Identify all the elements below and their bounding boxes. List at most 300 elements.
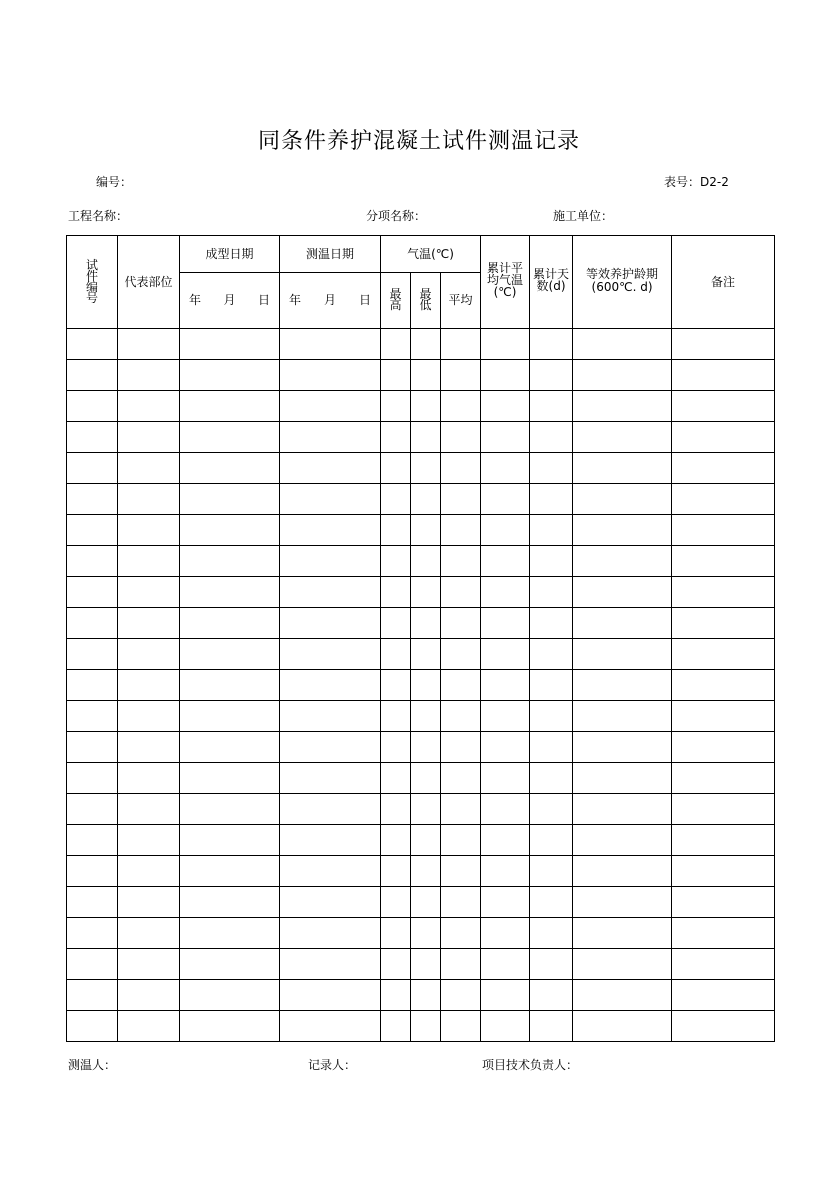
table-row [67, 1011, 775, 1042]
table-cell[interactable] [481, 360, 530, 391]
table-cell[interactable] [672, 453, 775, 484]
table-cell[interactable] [441, 329, 481, 360]
table-cell[interactable] [280, 887, 381, 918]
table-cell[interactable] [672, 515, 775, 546]
table-cell[interactable] [573, 949, 672, 980]
table-cell[interactable] [441, 515, 481, 546]
table-cell[interactable] [381, 732, 411, 763]
table-cell[interactable] [381, 639, 411, 670]
table-cell[interactable] [530, 360, 573, 391]
table-cell[interactable] [180, 329, 280, 360]
table-cell[interactable] [280, 763, 381, 794]
table-cell[interactable] [280, 856, 381, 887]
table-cell[interactable] [67, 329, 118, 360]
table-cell[interactable] [672, 701, 775, 732]
table-cell[interactable] [573, 360, 672, 391]
table-row [67, 918, 775, 949]
table-cell[interactable] [441, 732, 481, 763]
header-air-temp: 气温(℃) [381, 236, 481, 273]
table-row [67, 701, 775, 732]
table-cell[interactable] [67, 1011, 118, 1042]
table-cell[interactable] [411, 887, 441, 918]
table-cell[interactable] [441, 701, 481, 732]
table-cell[interactable] [180, 794, 280, 825]
table-cell[interactable] [573, 453, 672, 484]
table-row [67, 515, 775, 546]
table-cell[interactable] [280, 391, 381, 422]
table-cell[interactable] [530, 794, 573, 825]
header-casting-date: 成型日期 [180, 236, 280, 273]
table-cell[interactable] [573, 639, 672, 670]
table-cell[interactable] [180, 856, 280, 887]
table-cell[interactable] [381, 608, 411, 639]
table-cell[interactable] [481, 453, 530, 484]
table-row [67, 670, 775, 701]
table-cell[interactable] [411, 453, 441, 484]
table-row [67, 949, 775, 980]
table-cell[interactable] [67, 732, 118, 763]
table-cell[interactable] [573, 546, 672, 577]
year-label: 年 [189, 293, 202, 307]
temperature-record-table [66, 235, 775, 1042]
table-cell[interactable] [481, 484, 530, 515]
table-cell[interactable] [672, 391, 775, 422]
measurer-label: 测温人： [68, 1058, 117, 1072]
table-cell[interactable] [67, 763, 118, 794]
table-row [67, 329, 775, 360]
header-measure-date: 测温日期 [280, 236, 381, 273]
table-cell[interactable] [118, 794, 180, 825]
table-cell[interactable] [481, 608, 530, 639]
table-cell[interactable] [441, 918, 481, 949]
table-cell[interactable] [530, 856, 573, 887]
table-cell[interactable] [381, 391, 411, 422]
table-cell[interactable] [118, 1011, 180, 1042]
table-row [67, 484, 775, 515]
table-cell[interactable] [573, 825, 672, 856]
table-cell[interactable] [280, 794, 381, 825]
table-cell[interactable] [573, 670, 672, 701]
table-cell[interactable] [280, 453, 381, 484]
table-cell[interactable] [441, 670, 481, 701]
table-cell[interactable] [67, 980, 118, 1011]
table-cell[interactable] [280, 670, 381, 701]
table-cell[interactable] [381, 422, 411, 453]
table-cell[interactable] [530, 732, 573, 763]
table-cell[interactable] [280, 949, 381, 980]
month-label: 月 [323, 293, 336, 307]
table-cell[interactable] [672, 825, 775, 856]
table-cell[interactable] [530, 701, 573, 732]
table-cell[interactable] [672, 639, 775, 670]
header-specimen-number [67, 236, 118, 329]
technical-lead-label: 项目技术负责人： [482, 1058, 579, 1072]
table-cell[interactable] [180, 391, 280, 422]
table-cell[interactable] [180, 949, 280, 980]
table-cell[interactable] [411, 546, 441, 577]
table-cell[interactable] [672, 887, 775, 918]
table-cell[interactable] [530, 949, 573, 980]
table-cell[interactable] [118, 949, 180, 980]
table-cell[interactable] [530, 980, 573, 1011]
table-cell[interactable] [180, 763, 280, 794]
table-cell[interactable] [573, 329, 672, 360]
year-label: 年 [289, 293, 302, 307]
table-cell[interactable] [118, 608, 180, 639]
table-cell[interactable] [280, 546, 381, 577]
table-cell[interactable] [530, 763, 573, 794]
table-cell[interactable] [118, 856, 180, 887]
table-cell[interactable] [67, 453, 118, 484]
table-cell[interactable] [118, 732, 180, 763]
table-cell[interactable] [481, 639, 530, 670]
table-cell[interactable] [180, 918, 280, 949]
table-cell[interactable] [180, 422, 280, 453]
table-cell[interactable] [441, 422, 481, 453]
table-cell[interactable] [573, 1011, 672, 1042]
table-cell[interactable] [280, 608, 381, 639]
table-cell[interactable] [67, 825, 118, 856]
table-cell[interactable] [67, 918, 118, 949]
table-cell[interactable] [672, 949, 775, 980]
table-cell[interactable] [280, 639, 381, 670]
table-cell[interactable] [530, 639, 573, 670]
table-cell[interactable] [441, 949, 481, 980]
table-cell[interactable] [118, 639, 180, 670]
table-cell[interactable] [411, 794, 441, 825]
table-cell[interactable] [180, 980, 280, 1011]
table-cell[interactable] [481, 949, 530, 980]
table-cell[interactable] [672, 577, 775, 608]
table-cell[interactable] [441, 608, 481, 639]
project-name-label: 工程名称： [68, 209, 129, 223]
table-cell[interactable] [67, 639, 118, 670]
table-cell[interactable] [381, 1011, 411, 1042]
header-cumulative-avg-temp: 累计平均气温(℃) [481, 236, 530, 329]
table-cell[interactable] [441, 794, 481, 825]
table-cell[interactable] [280, 515, 381, 546]
table-cell[interactable] [180, 546, 280, 577]
table-cell[interactable] [672, 918, 775, 949]
table-cell[interactable] [530, 329, 573, 360]
table-cell[interactable] [573, 856, 672, 887]
table-cell[interactable] [530, 1011, 573, 1042]
table-cell[interactable] [672, 608, 775, 639]
table-cell[interactable] [573, 980, 672, 1011]
table-cell[interactable] [280, 1011, 381, 1042]
table-cell[interactable] [481, 856, 530, 887]
table-cell[interactable] [530, 608, 573, 639]
table-cell[interactable] [67, 670, 118, 701]
table-cell[interactable] [180, 360, 280, 391]
table-cell[interactable] [180, 453, 280, 484]
table-cell[interactable] [381, 763, 411, 794]
table-cell[interactable] [530, 484, 573, 515]
table-cell[interactable] [67, 794, 118, 825]
table-cell[interactable] [67, 546, 118, 577]
table-cell[interactable] [530, 887, 573, 918]
table-cell[interactable] [411, 391, 441, 422]
table-cell[interactable] [481, 794, 530, 825]
table-cell[interactable] [280, 918, 381, 949]
day-label: 日 [257, 293, 270, 307]
table-cell[interactable] [573, 794, 672, 825]
table-row [67, 608, 775, 639]
table-cell[interactable] [180, 670, 280, 701]
table-cell[interactable] [67, 949, 118, 980]
table-cell[interactable] [441, 825, 481, 856]
table-row [67, 577, 775, 608]
table-cell[interactable] [530, 391, 573, 422]
table-cell[interactable] [441, 577, 481, 608]
table-cell[interactable] [411, 763, 441, 794]
table-cell[interactable] [180, 515, 280, 546]
table-cell[interactable] [530, 670, 573, 701]
serial-label: 编号： [96, 175, 133, 189]
table-cell[interactable] [481, 732, 530, 763]
table-cell[interactable] [381, 484, 411, 515]
table-cell[interactable] [67, 484, 118, 515]
table-cell[interactable] [411, 980, 441, 1011]
table-cell[interactable] [118, 329, 180, 360]
table-cell[interactable] [481, 391, 530, 422]
table-cell[interactable] [672, 763, 775, 794]
table-cell[interactable] [530, 422, 573, 453]
table-cell[interactable] [118, 887, 180, 918]
table-body [67, 329, 775, 1042]
table-cell[interactable] [67, 608, 118, 639]
table-cell[interactable] [530, 577, 573, 608]
table-cell[interactable] [411, 825, 441, 856]
table-cell[interactable] [180, 887, 280, 918]
table-cell[interactable] [573, 577, 672, 608]
table-cell[interactable] [672, 856, 775, 887]
table-cell[interactable] [441, 763, 481, 794]
table-cell[interactable] [672, 422, 775, 453]
sub-item-name-label: 分项名称： [366, 209, 427, 223]
table-cell[interactable] [67, 577, 118, 608]
table-cell[interactable] [280, 577, 381, 608]
table-cell[interactable] [67, 701, 118, 732]
table-cell[interactable] [441, 546, 481, 577]
table-cell[interactable] [67, 422, 118, 453]
table-row [67, 732, 775, 763]
table-cell[interactable] [118, 670, 180, 701]
table-cell[interactable] [118, 763, 180, 794]
table-cell[interactable] [180, 577, 280, 608]
page-title: 同条件养护混凝土试件测温记录 [257, 129, 580, 154]
table-cell[interactable] [381, 453, 411, 484]
table-cell[interactable] [481, 546, 530, 577]
table-cell[interactable] [381, 887, 411, 918]
table-cell[interactable] [481, 887, 530, 918]
table-cell[interactable] [381, 794, 411, 825]
table-cell[interactable] [481, 670, 530, 701]
table-cell[interactable] [67, 391, 118, 422]
table-cell[interactable] [530, 546, 573, 577]
table-cell[interactable] [411, 329, 441, 360]
header-row-1 [67, 236, 775, 273]
table-cell[interactable] [118, 453, 180, 484]
table-cell[interactable] [481, 701, 530, 732]
table-row [67, 391, 775, 422]
table-cell[interactable] [118, 515, 180, 546]
table-cell[interactable] [573, 608, 672, 639]
table-cell[interactable] [481, 515, 530, 546]
table-cell[interactable] [573, 422, 672, 453]
table-cell[interactable] [530, 453, 573, 484]
table-cell[interactable] [411, 732, 441, 763]
table-cell[interactable] [672, 732, 775, 763]
table-row [67, 794, 775, 825]
table-cell[interactable] [481, 577, 530, 608]
table-cell[interactable] [481, 918, 530, 949]
table-cell[interactable] [118, 577, 180, 608]
table-cell[interactable] [672, 360, 775, 391]
table-cell[interactable] [411, 639, 441, 670]
table-cell[interactable] [411, 515, 441, 546]
table-cell[interactable] [411, 670, 441, 701]
table-row [67, 980, 775, 1011]
table-cell[interactable] [441, 856, 481, 887]
table-cell[interactable] [441, 1011, 481, 1042]
table-row [67, 639, 775, 670]
table-cell[interactable] [180, 608, 280, 639]
table-cell[interactable] [118, 701, 180, 732]
header-min-temp: 最低 [411, 273, 441, 329]
table-cell[interactable] [280, 980, 381, 1011]
table-row [67, 763, 775, 794]
table-cell[interactable] [441, 887, 481, 918]
table-cell[interactable] [280, 360, 381, 391]
table-cell[interactable] [118, 422, 180, 453]
table-cell[interactable] [441, 484, 481, 515]
table-cell[interactable] [411, 856, 441, 887]
table-cell[interactable] [441, 639, 481, 670]
day-label: 日 [358, 293, 371, 307]
table-row [67, 825, 775, 856]
table-cell[interactable] [118, 918, 180, 949]
table-cell[interactable] [280, 329, 381, 360]
table-cell[interactable] [530, 918, 573, 949]
table-cell[interactable] [672, 484, 775, 515]
table-cell[interactable] [441, 980, 481, 1011]
table-cell[interactable] [67, 887, 118, 918]
table-cell[interactable] [381, 825, 411, 856]
table-cell[interactable] [481, 825, 530, 856]
table-cell[interactable] [672, 1011, 775, 1042]
table-cell[interactable] [381, 980, 411, 1011]
table-cell[interactable] [411, 608, 441, 639]
table-cell[interactable] [411, 360, 441, 391]
table-row [67, 422, 775, 453]
table-cell[interactable] [411, 949, 441, 980]
table-cell[interactable] [672, 980, 775, 1011]
table-row [67, 856, 775, 887]
table-cell[interactable] [118, 391, 180, 422]
table-cell[interactable] [411, 422, 441, 453]
table-cell[interactable] [118, 360, 180, 391]
table-cell[interactable] [573, 918, 672, 949]
table-cell[interactable] [573, 515, 672, 546]
table-cell[interactable] [118, 980, 180, 1011]
table-cell[interactable] [573, 701, 672, 732]
table-cell[interactable] [573, 887, 672, 918]
table-cell[interactable] [381, 701, 411, 732]
table-cell[interactable] [672, 329, 775, 360]
table-cell[interactable] [180, 701, 280, 732]
table-cell[interactable] [280, 825, 381, 856]
table-cell[interactable] [280, 422, 381, 453]
table-cell[interactable] [118, 546, 180, 577]
table-cell[interactable] [411, 577, 441, 608]
table-row [67, 887, 775, 918]
table-cell[interactable] [573, 391, 672, 422]
table-cell[interactable] [530, 825, 573, 856]
table-cell[interactable] [67, 360, 118, 391]
table-cell[interactable] [118, 484, 180, 515]
table-cell[interactable] [481, 1011, 530, 1042]
table-cell[interactable] [381, 918, 411, 949]
table-cell[interactable] [381, 856, 411, 887]
month-label: 月 [223, 293, 236, 307]
table-cell[interactable] [381, 577, 411, 608]
table-cell[interactable] [280, 701, 381, 732]
header-equivalent-age: 等效养护龄期(600℃. d) [573, 236, 672, 329]
table-cell[interactable] [381, 329, 411, 360]
table-cell[interactable] [67, 856, 118, 887]
table-cell[interactable] [411, 1011, 441, 1042]
table-cell[interactable] [573, 763, 672, 794]
table-cell[interactable] [441, 360, 481, 391]
table-cell[interactable] [481, 980, 530, 1011]
table-cell[interactable] [481, 763, 530, 794]
table-cell[interactable] [411, 484, 441, 515]
table-cell[interactable] [180, 484, 280, 515]
table-cell[interactable] [573, 484, 672, 515]
table-cell[interactable] [481, 329, 530, 360]
table-cell[interactable] [280, 732, 381, 763]
table-cell[interactable] [381, 670, 411, 701]
measure-date-ymd [280, 273, 381, 329]
table-cell[interactable] [441, 391, 481, 422]
table-cell[interactable] [381, 360, 411, 391]
form-number-label: 表号：D2-2 [664, 175, 729, 189]
table-cell[interactable] [530, 515, 573, 546]
table-cell[interactable] [381, 515, 411, 546]
table-cell[interactable] [180, 825, 280, 856]
table-cell[interactable] [180, 639, 280, 670]
table-cell[interactable] [280, 484, 381, 515]
table-cell[interactable] [481, 422, 530, 453]
table-cell[interactable] [672, 546, 775, 577]
table-cell[interactable] [67, 515, 118, 546]
table-cell[interactable] [672, 670, 775, 701]
table-cell[interactable] [573, 732, 672, 763]
table-cell[interactable] [381, 949, 411, 980]
table-cell[interactable] [672, 794, 775, 825]
table-cell[interactable] [381, 546, 411, 577]
table-cell[interactable] [411, 701, 441, 732]
header-avg-temp: 平均 [441, 273, 481, 329]
table-cell[interactable] [411, 918, 441, 949]
table-cell[interactable] [118, 825, 180, 856]
table-cell[interactable] [180, 732, 280, 763]
recorder-label: 记录人： [308, 1058, 357, 1072]
header-remarks: 备注 [672, 236, 775, 329]
table-cell[interactable] [441, 453, 481, 484]
table-cell[interactable] [180, 1011, 280, 1042]
